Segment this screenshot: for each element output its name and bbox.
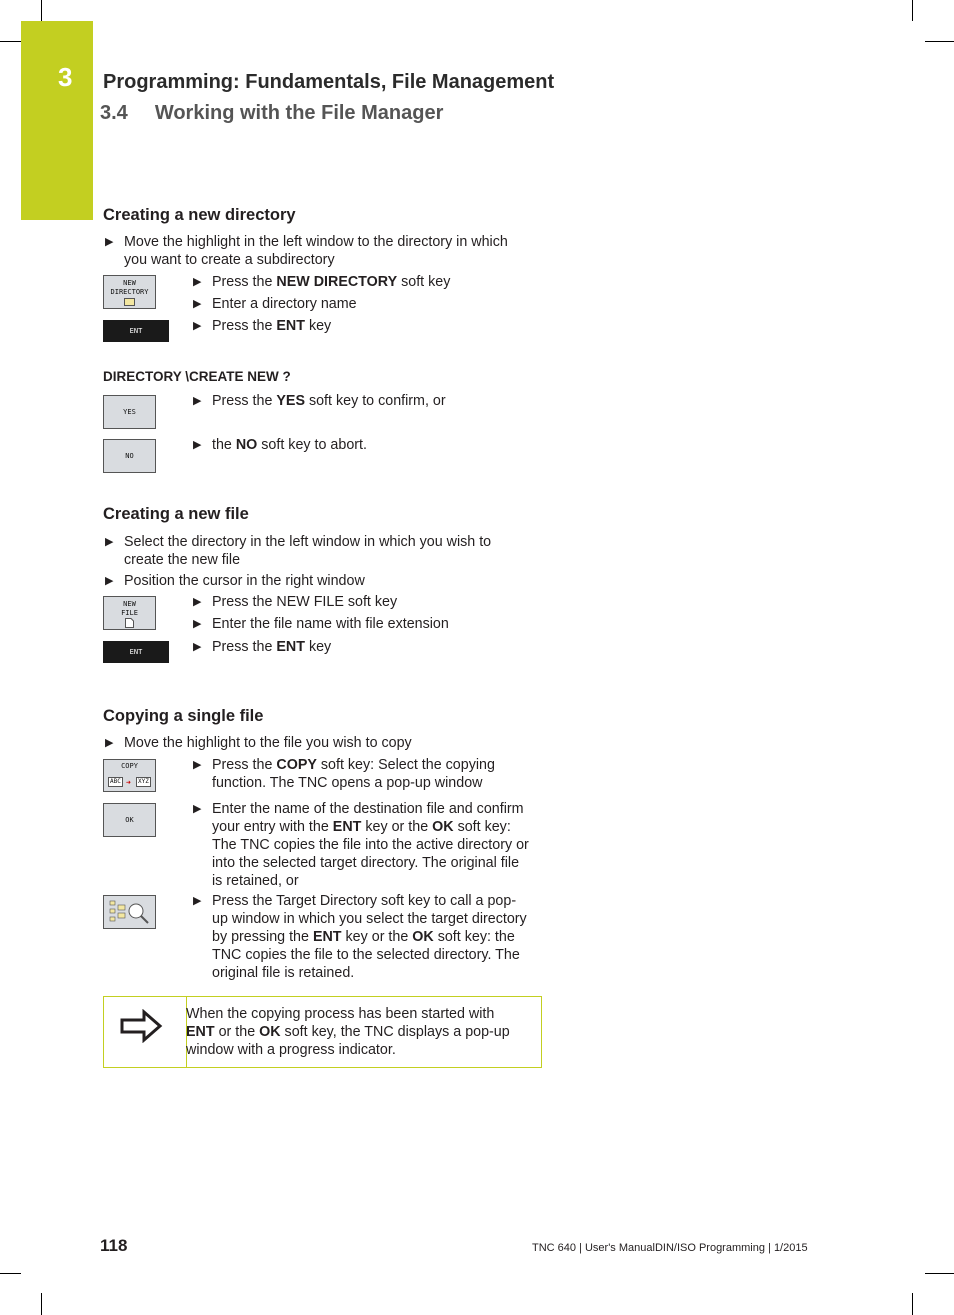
page-number: 118: [100, 1236, 128, 1255]
section-title: 3.4 Working with the File Manager: [100, 102, 444, 124]
step-new-file-5: ▶ Press the ENT key: [193, 639, 332, 655]
arrow-right-icon: [120, 1009, 164, 1043]
crop-mark: [925, 1273, 954, 1274]
note-text: When the copying process has been started with ENT or the OK soft key, the TNC displays a pop-up window with a progress indicator.: [186, 1006, 510, 1058]
step-new-dir-5: ▶ Press the YES soft key to confirm, or: [193, 393, 446, 409]
step-new-dir-3: ▶ Enter a directory name: [193, 296, 357, 312]
copy-source-label: ABC: [110, 778, 121, 785]
step-copy-4: ▶ Press the Target Directory soft key to call a pop- up window in which you select the target directory by pressing the ENT key or the OK soft key: the TNC copies the file to the selected directory. The original file is retained.: [193, 893, 527, 981]
no-softkey[interactable]: NO: [103, 439, 156, 473]
dialog-prompt: DIRECTORY \CREATE NEW ?: [103, 369, 291, 384]
step-new-dir-6: ▶ the NO soft key to abort.: [193, 437, 367, 453]
chapter-tab: [21, 21, 93, 220]
step-copy-3: ▶ Enter the name of the destination file and confirm your entry with the ENT key or the OK soft key: The TNC copies the file into the active directory or into the selected target directory. The original file is retained, or: [193, 801, 529, 889]
file-icon: [125, 618, 134, 628]
crop-mark: [925, 41, 954, 42]
step-copy-2: ▶ Press the COPY soft key: Select the copying function. The TNC opens a pop-up window: [193, 757, 495, 791]
crop-mark: [0, 41, 21, 42]
chapter-number: 3: [58, 62, 73, 92]
yes-softkey[interactable]: YES: [103, 395, 156, 429]
ok-softkey[interactable]: OK: [103, 803, 156, 837]
copy-softkey[interactable]: COPY ABC ➜ XYZ: [103, 759, 156, 792]
footer-text: TNC 640 | User's ManualDIN/ISO Programming | 1/2015: [532, 1242, 808, 1254]
new-directory-softkey[interactable]: NEW DIRECTORY: [103, 275, 156, 309]
step-copy-1: ▶ Move the highlight to the file you wish to copy: [105, 735, 412, 751]
ent-key[interactable]: ENT: [103, 320, 169, 342]
heading-copy-file: Copying a single file: [103, 707, 264, 725]
ent-key[interactable]: ENT: [103, 641, 169, 663]
step-new-dir-1: ▶ Move the highlight in the left window to the directory in which you want to create a subdirectory: [105, 234, 508, 268]
copy-target-label: XYZ: [138, 778, 149, 785]
folder-search-icon: [104, 896, 155, 928]
chapter-title: Programming: Fundamentals, File Management: [103, 71, 555, 93]
step-new-file-4: ▶ Enter the file name with file extension: [193, 616, 449, 632]
crop-mark: [0, 1273, 21, 1274]
crop-mark: [912, 0, 913, 21]
heading-new-directory: Creating a new directory: [103, 206, 296, 224]
crop-mark: [912, 1293, 913, 1315]
crop-mark: [41, 0, 42, 21]
step-new-dir-2: ▶ Press the NEW DIRECTORY soft key: [193, 274, 451, 290]
new-file-softkey[interactable]: NEW FILE: [103, 596, 156, 630]
arrow-right-icon: ➜: [126, 778, 131, 787]
folder-icon: [124, 298, 135, 306]
target-directory-softkey[interactable]: [103, 895, 156, 929]
step-new-dir-4: ▶ Press the ENT key: [193, 318, 332, 334]
heading-new-file: Creating a new file: [103, 505, 249, 523]
step-new-file-1: ▶ Select the directory in the left window in which you wish to create the new file: [105, 534, 492, 568]
step-new-file-2: ▶ Position the cursor in the right window: [105, 573, 365, 589]
crop-mark: [41, 1293, 42, 1315]
step-new-file-3: ▶ Press the NEW FILE soft key: [193, 594, 398, 610]
